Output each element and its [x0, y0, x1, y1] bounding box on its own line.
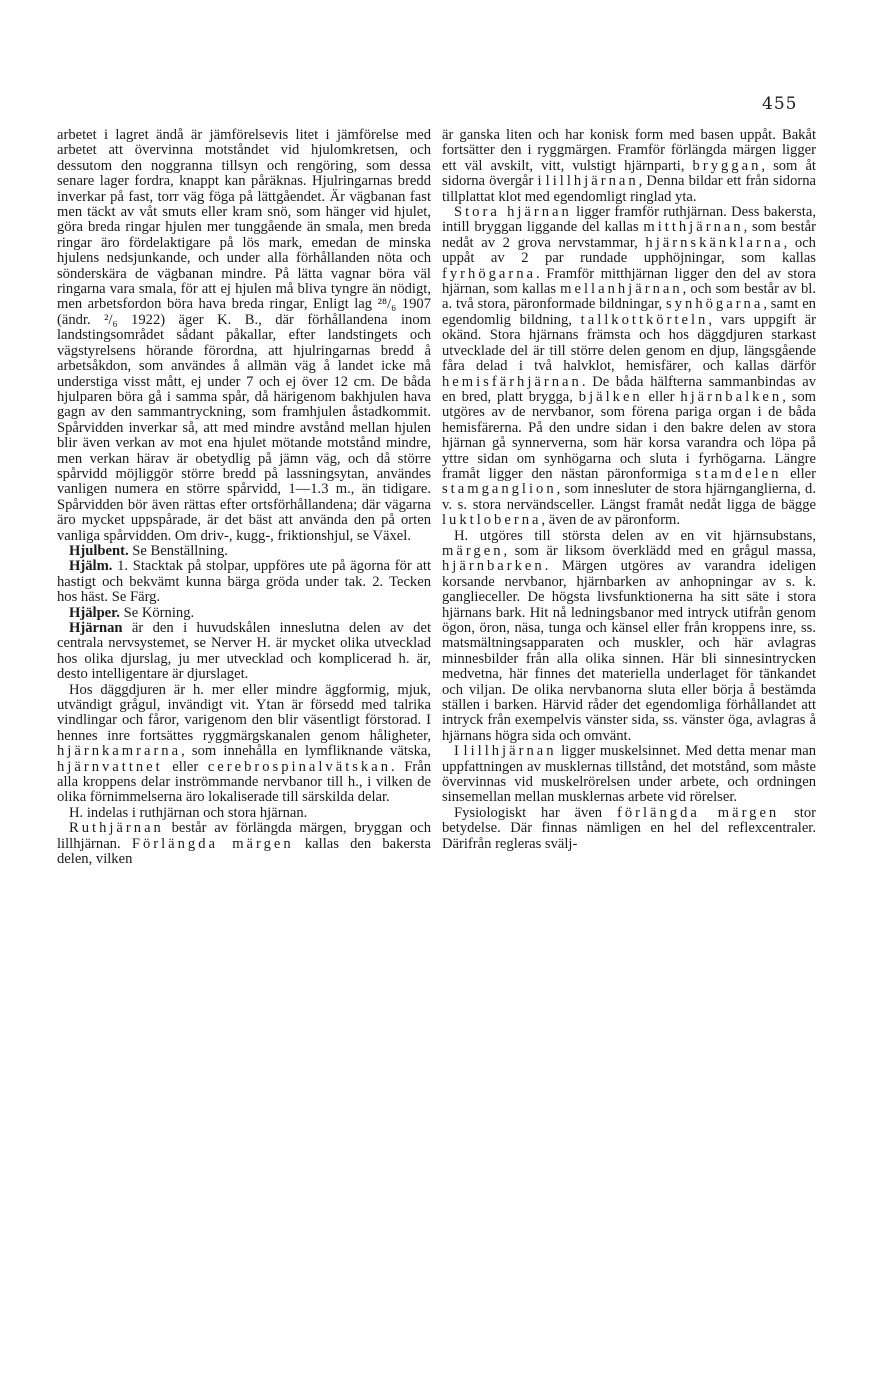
spaced-term: hjärnskänklarna	[645, 234, 784, 251]
text-segment: . Framför mitthjärnan ligger den del av stora hjärnan, som kallas	[442, 265, 816, 298]
spaced-term: märgen	[442, 542, 504, 559]
text-segment: eller	[642, 388, 681, 405]
text-segment: är ganska liten och har konisk form med basen uppåt. Bakåt fortsätter den i ryggmärgen. Framför förlängda märgen ligger ett väl avskilt, vitt, vulstigt hjärnparti,	[442, 127, 816, 174]
text-segment: H. utgöres till största delen av en vit hjärnsubstans,	[454, 527, 816, 544]
spaced-term: förlängda märgen	[616, 804, 780, 821]
text-segment: , och som består av bl. a. två stora, päronformade bildningar,	[442, 281, 816, 313]
spaced-term: hjärnbarken	[442, 558, 545, 575]
spaced-term: lillhjärnan	[463, 743, 557, 760]
text-segment: Fysiologiskt har även	[454, 804, 617, 821]
spaced-term: stamganglion	[442, 481, 557, 498]
text-segment: , vars uppgift är okänd. Stora hjärnans främsta och hos däggdjuren starkast utvecklade del är till större delen genom en djup, längsgående fåra delad i två halvklot, hemisfärer, och kallas därför	[442, 311, 816, 375]
spaced-term: mitthjärnan	[643, 219, 744, 236]
spaced-term: fyrhögarna	[442, 265, 537, 282]
spaced-term: hemisfärhjärnan	[442, 373, 582, 390]
spaced-term: Förlängda märgen	[131, 835, 294, 852]
text-segment: , som är liksom överklädd med en grågul massa,	[503, 542, 816, 559]
text-segment: eller	[162, 758, 208, 775]
paragraph-physiology	[442, 806, 816, 852]
spaced-term: Stora hjärnan	[454, 204, 572, 221]
headword-hjarnan: Hjärnan	[69, 620, 123, 636]
entry-hjarnan-text: är den i huvudskålen inneslutna delen av det centrala nervsystemet, se Nerver H. är mycket olika utvecklad hos olika djurslag, ju mer utvecklad och komplicerad h. är, desto intelligentare är djurslaget.	[57, 620, 431, 683]
paragraph-mammal-brain	[57, 683, 431, 806]
spaced-term: stamdelen	[695, 465, 782, 482]
paragraph-division: H. indelas i ruthjärnan och stora hjärnan.	[69, 804, 308, 821]
right-column	[442, 128, 816, 852]
text-segment: I	[454, 743, 464, 760]
paragraph-wheel-rings: arbetet i lagret ändå är jämförelsevis litet i jämförelse med arbetet att övervinna motståndet vid hjulomkretsen, och dessutom den noggranna tillsyn och rengöring, som dessa senare lager fordra, knappt kan påräknas. Hjulringarnas bredd inverkar på fast, torr väg föga på lättgåendet. Är vägbanan fast men täckt av våt smuts eller kram snö, som hänger vid hjulet, göra breda ringar hjulen mer tunggående än smala, men breda ringar äro fördelaktigare på lös mark, emedan de minska hjulens nedsjunkande, och under alla förhållanden nöta och sönderskära de vägbanan mindre. På lätta vagnar böra väl ringarna vara smala, för att ej hjulen må bliva tyngre än nödigt, men arbetsfordon böra hava breda ringar, Enligt lag ²⁸/₆ 1907 (ändr. ²/₆ 1922) äger K. B., där förhållandena inom landstingsområdet sådant påkallar, efter landstingets och vägstyrelsens hörande förordna, att hjulringarnas bredd å arbetsåkdon, som användes å allmän väg å landet icke må understiga visst mått, ej under 7 och ej över 12 cm. De båda hjulparen böra gå i samma spår, då härigenom bakhjulen hava gagn av den sammantryckning, som framhjulen åstadkommit. Spårvidden inverkar så, att med mindre avstånd mellan hjulen blir även verkan av mot ena hjulet mötande motstånd mindre, men verkan härav är obetydlig på jämn väg, och då större spårvidd möjliggör större bredd på lassningsytan, användes vanligen numera en större spårvidd, 1—1.3 m., än tidigare. Spårvidden bör även rättas efter ortsförhållandena; där vägarna äro mycket uppspårade, är det bäst att använda den på orten vanliga spårvidden. Om driv-, kugg-, friktionshjul, se Växel.	[57, 127, 431, 544]
spaced-term: bjälken	[578, 388, 643, 405]
entry-hjalm	[57, 559, 431, 605]
text-segment: , som utgöres av de nervbanor, som förena pariga organ i de båda hemisfärerna. På den undre sidan i den bakre delen av stora hjärnan gå synnerverna, som här korsa varandra och löpa på yttre sidan om synhögarna och sluta i fyrhögarna. Längre framåt ligger den nästan päronformiga	[442, 388, 817, 482]
page-number: 455	[762, 94, 798, 114]
paragraph-medulla	[442, 128, 816, 205]
entry-hjalper	[57, 606, 431, 621]
text-segment: , som innesluter de stora hjärnganglierna, d. v. s. stora nervändsceller. Längst framåt nedåt ligga de bägge	[442, 481, 816, 513]
spaced-term: synhögarna	[666, 296, 764, 313]
text-segment: , som består nedåt av 2 grova nervstammar,	[442, 219, 816, 251]
text-segment: ligger muskelsinnet. Med detta menar man uppfattningen av musklernas tillstånd, det motstånd, som måste övervinnas vid muskelrörelsen under arbete, och ordningen sinsemellan mellan musklernas arbete vid rörelser.	[442, 743, 817, 806]
entry-hjalm-text: 1. Stacktak på stolpar, uppföres ute på ägorna för att hastigt och bekvämt kunna bärga gröda under tak. 2. Tecken hos häst. Se Färg.	[57, 558, 431, 606]
text-segment: , som innehålla en lymfliknande vätska,	[181, 743, 431, 760]
text-segment: . Märgen utgöres av varandra ideligen korsande nervbanor, hjärnbarken av anhopningar av s. k. ganglieceller. De högsta livsfunktionerna ha sitt säte i stora hjärnans bark. Hit nå ledningsbanor med intryck utifrån genom ögon, öron, näsa, tunga och känsel eller från kroppens inre, ss. matsmältningsapparaten och muskler, och här avlagras minnesbilder från alla olika sinnen. Här bli sinnesintrycken medvetna, här finnes det materiella underlaget för tänkandet och viljan. De olika nervbanorna sluta eller börja å bestämda ställen i barken. Härvid råder det egendomliga förhållandet att intryck från exempelvis vänster sida, ss. vänster öga, avlagras å hjärnans högra sida och omvänt.	[442, 558, 816, 744]
text-segment: , som åt sidorna övergår i	[442, 157, 816, 190]
paragraph-cerebellum	[442, 744, 816, 806]
spaced-term: luktloberna	[442, 512, 542, 529]
spaced-term: hjärnkamrarna	[57, 743, 182, 760]
paragraph-cortex	[442, 529, 816, 745]
spaced-term: hjärnvattnet	[57, 758, 163, 775]
spaced-term: bryggan	[692, 157, 762, 174]
paragraph-ruthjarnan	[57, 821, 431, 867]
text-segment: . De båda hälfterna sammanbindas av en bred, platt brygga,	[442, 373, 816, 405]
spaced-term: hjärnbalken	[680, 388, 783, 405]
entry-hjulbent	[57, 544, 431, 559]
spaced-term: cerebrospinalvätskan	[207, 758, 391, 775]
left-column	[57, 128, 431, 868]
headword-hjalm: Hjälm.	[69, 558, 113, 575]
headword-hjulbent: Hjulbent.	[69, 542, 129, 559]
text-segment: består av förlängda märgen, bryggan och lillhjärnan.	[57, 820, 431, 852]
text-segment: Hos däggdjuren är h. mer eller mindre äggformig, mjuk, utvändigt grågul, invändigt vit. Ytan är försedd med talrika vindlingar och fåror, varigenom den blir väsentligt förstorad. I hennes inre fortsättes ryggmärgskanalen genom håligheter,	[57, 681, 431, 744]
text-segment: eller	[781, 465, 816, 482]
spaced-term: Ruthjärnan	[69, 820, 164, 837]
entry-hjarnan	[57, 621, 431, 683]
entry-hjalper-text: Se Körning.	[119, 604, 195, 621]
entry-hjulbent-text: Se Benställning.	[128, 542, 228, 559]
text-segment: , samt en egendomlig bildning,	[442, 296, 816, 328]
paragraph-cerebrum	[442, 205, 816, 529]
spaced-term: lillhjärnan	[545, 173, 639, 190]
text-segment: . Från alla kroppens delar inströmmande nervbanor till h., i vilken de olika förnimmelserna äro lokaliserade till särskilda delar.	[57, 758, 431, 806]
text-segment: ligger framför ruthjärnan. Dess bakersta, intill bryggan liggande del kallas	[442, 204, 816, 236]
text-segment: , Denna bildar ett från sidorna tillplattat klot med egendomligt ringlad yta.	[442, 173, 817, 205]
text-segment: , även de av päronform.	[541, 512, 681, 529]
text-segment: , och uppåt av 2 par rundade upphöjningar, som kallas	[442, 234, 816, 267]
headword-hjalper: Hjälper.	[69, 604, 120, 621]
text-segment: stor betydelse. Där finnas nämligen en hel del reflexcentraler. Därifrån regleras svälj-	[442, 804, 816, 852]
spaced-term: mellanhjärnan	[560, 281, 683, 298]
text-segment: kallas den bakersta delen, vilken	[57, 835, 431, 868]
spaced-term: tallkottkörteln	[580, 311, 709, 328]
